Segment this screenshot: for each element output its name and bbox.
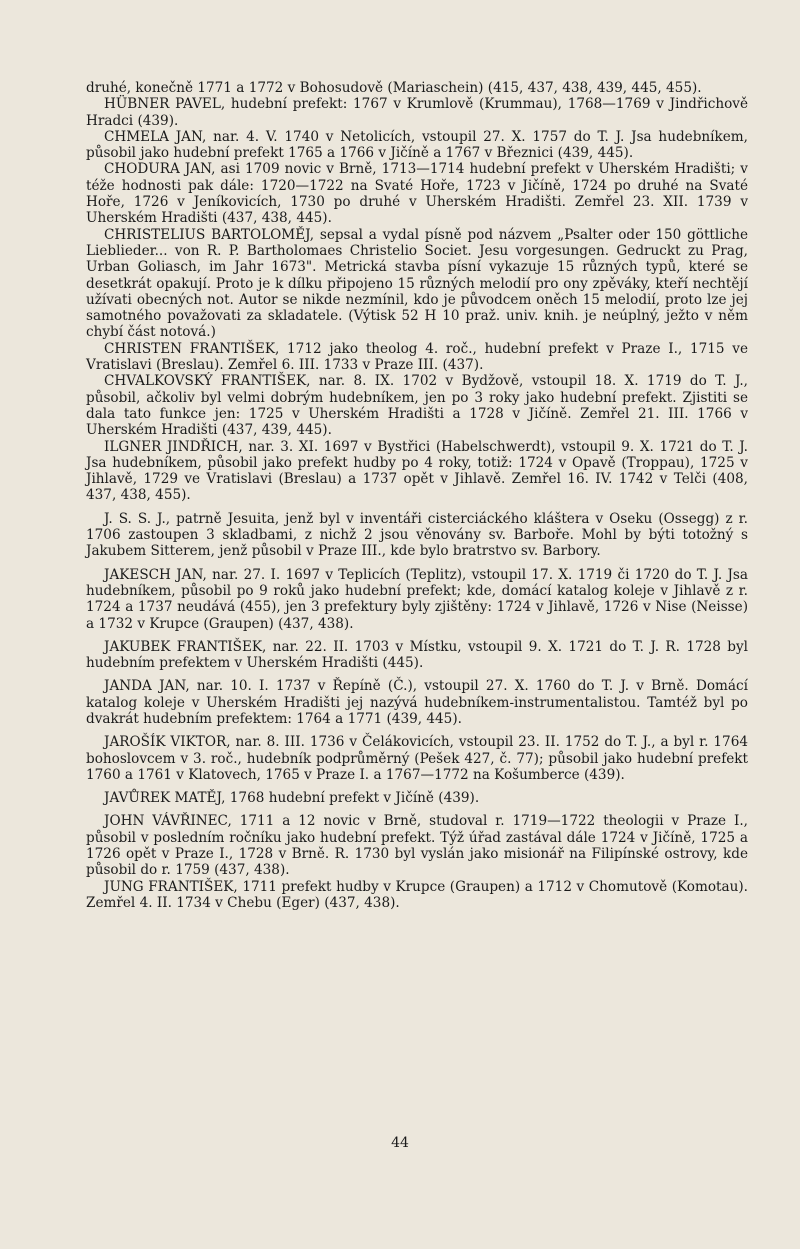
page-number: 44	[391, 1135, 409, 1151]
entry-john: JOHN VÁVŘINEC, 1711 a 12 novic v Brně, studoval r. 1719—1722 theologii v Praze I., působil v posledním ročníku jako hudební prefekt. Týž úřad zastával dále 1724 v Jičíně, 1725 a 1726 opět v Praze I., 1728 v Brně. R. 1730 byl vyslán jako misionář na Filipínské ostrovy, kde působil do r. 1759 (437, 438).	[86, 813, 748, 879]
entry-christen: CHRISTEN FRANTIŠEK, 1712 jako theolog 4. roč., hudební prefekt v Praze I., 1715 ve Vratislavi (Breslau). Zemřel 6. III. 1733 v Praze III. (437).	[86, 340, 748, 374]
entry-continuation: druhé, konečně 1771 a 1772 v Bohosudově (Mariaschein) (415, 437, 438, 439, 445, 455).	[86, 80, 702, 96]
entry-chvalkovsky: CHVALKOVSKÝ FRANTIŠEK, nar. 8. IX. 1702 v Bydžově, vstoupil 18. X. 1719 do T. J., působil, ačkoliv byl velmi dobrým hudebníkem, jen po 3 roky jako hudební prefekt. Zjistiti se dala tato funkce jen: 1725 v Uherském Hradišti a 1728 v Jičíně. Zemřel 21. III. 1766 v Uherském Hradišti (437, 439, 445).	[86, 373, 748, 439]
entry-janda: JANDA JAN, nar. 10. I. 1737 v Řepíně (Č.), vstoupil 27. X. 1760 do T. J. v Brně. Domácí katalog koleje v Uherském Hradišti jej nazývá hudebníkem-instrumentalistou. Tamtéž byl po dvakrát hudebním prefektem: 1764 a 1771 (439, 445).	[86, 678, 748, 727]
entry-ilgner: ILGNER JINDŘICH, nar. 3. XI. 1697 v Bystřici (Habelschwerdt), vstoupil 9. X. 1721 do T. J. Jsa hudebníkem, působil jako prefekt hudby po 4 roky, totiž: 1724 v Opavě (Troppau), 1725 v Jihlavě, 1729 ve Vratislavi (Breslau) a 1737 opět v Jihlavě. Zemřel 16. IV. 1742 v Telči (408, 437, 438, 455).	[86, 438, 748, 504]
entry-jakubek: JAKUBEK FRANTIŠEK, nar. 22. II. 1703 v Místku, vstoupil 9. X. 1721 do T. J. R. 1728 byl hudebním prefektem v Uherském Hradišti (445).	[86, 638, 748, 672]
entry-jarosik: JAROŠÍK VIKTOR, nar. 8. III. 1736 v Čelákovicích, vstoupil 23. II. 1752 do T. J., a byl r. 1764 bohoslovcem v 3. roč., hudebník podprůměrný (Pešek 427, č. 77); působil jako hudební prefekt 1760 a 1761 v Klatovech, 1765 v Praze I. a 1767—1772 na Košumberce (439).	[86, 734, 748, 783]
entry-jakesch: JAKESCH JAN, nar. 27. I. 1697 v Teplicích (Teplitz), vstoupil 17. X. 1719 či 1720 do T. J. Jsa hudebníkem, působil po 9 roků jako hudební prefekt; kde, domácí katalog koleje v Jihlavě z r. 1724 a 1737 neudává (455), jen 3 prefektury byly zjištěny: 1724 v Jihlavě, 1726 v Nise (Neisse) a 1732 v Krupce (Graupen) (437, 438).	[86, 566, 748, 632]
entry-javurek: JAVŮREK MATĚJ, 1768 hudební prefekt v Jičíně (439).	[104, 790, 480, 807]
entry-jssj: J. S. S. J., patrně Jesuita, jenž byl v inventáři cisterciáckého kláštera v Oseku (Ossegg) z r. 1706 zastoupen 3 skladbami, z nichž 2 jsou věnovány sv. Barboře. Mohl by býti totožný s Jakubem Sitterem, jenž působil v Praze III., kde bylo bratrstvo sv. Barbory.	[86, 510, 748, 560]
entry-chodura: CHODURA JAN, asi 1709 novic v Brně, 1713—1714 hudební prefekt v Uherském Hradišti; v téže hodnosti pak dále: 1720—1722 na Svaté Hoře, 1723 v Jičíně, 1724 po druhé na Svaté Hoře, 1726 v Jeníkovicích, 1730 po druhé v Uherském Hradišti. Zemřel 23. XII. 1739 v Uherském Hradišti (437, 438, 445).	[86, 161, 748, 227]
entry-hubner: HÜBNER PAVEL, hudební prefekt: 1767 v Krumlově (Krummau), 1768—1769 v Jindřichově Hradci (439).	[86, 96, 748, 129]
entry-jung: JUNG FRANTIŠEK, 1711 prefekt hudby v Krupce (Graupen) a 1712 v Chomutově (Komotau). Zemřel 4. II. 1734 v Chebu (Eger) (437, 438).	[86, 878, 748, 911]
entry-chmela: CHMELA JAN, nar. 4. V. 1740 v Netolicích, vstoupil 27. X. 1757 do T. J. Jsa hudebníkem, působil jako hudební prefekt 1765 a 1766 v Jičíně a 1767 v Březnici (439, 445).	[86, 128, 748, 162]
entry-christelius: CHRISTELIUS BARTOLOMĚJ, sepsal a vydal písně pod názvem „Psalter oder 150 göttliche Lieblieder... von R. P. Bartholomaes Christelio Societ. Jesu vorgesungen. Gedruckt zu Prag, Urban Goliasch, im Jahr 1673". Metrická stavba písní vykazuje 15 různých typů, které se desetkrát opakují. Proto je k dílku připojeno 15 různých melodií pro ony zpěváky, kteří nechtějí užívati obecných not. Autor se nikde nezmínil, kdo je původcem oněch 15 melodií, proto lze jej samotného považovati za skladatele. (Výtisk 52 H 10 praž. univ. knih. je neúplný, ježto v něm chybí část notová.)	[86, 226, 748, 341]
